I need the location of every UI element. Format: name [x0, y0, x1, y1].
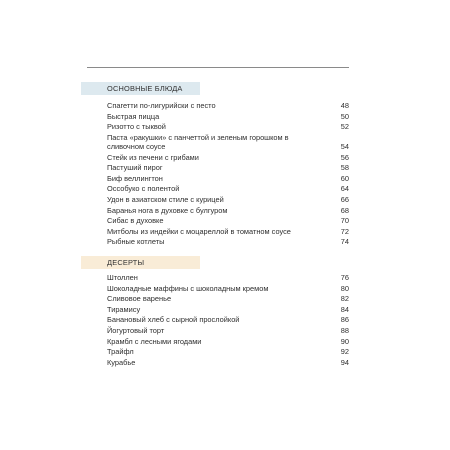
entry-title: Крамбл с лесными ягодами: [107, 336, 202, 346]
entry-title: Удон в азиатском стиле с курицей: [107, 194, 224, 204]
entry-page: 56: [340, 152, 349, 162]
entry-title: Рыбные котлеты: [107, 237, 165, 247]
toc-list: [107, 273, 349, 368]
toc-entry[interactable]: [107, 133, 349, 153]
entry-page: 58: [340, 163, 349, 173]
entry-title: Тирамису: [107, 304, 141, 314]
entry-page: 68: [340, 205, 349, 215]
entry-page: 76: [340, 273, 349, 282]
toc-list: [107, 101, 349, 248]
toc-entry[interactable]: [107, 195, 349, 206]
entry-page: 82: [340, 294, 349, 304]
entry-page: 52: [340, 122, 349, 132]
section-title: ОСНОВНЫЕ БЛЮДА: [81, 82, 200, 95]
toc-entry[interactable]: [107, 184, 349, 195]
entry-page: 74: [340, 237, 349, 247]
entry-title: Банановый хлеб с сырной прослойкой: [107, 315, 240, 325]
toc-entry[interactable]: [107, 305, 349, 316]
entry-title: Спагетти по-лигурийски с песто: [107, 101, 216, 110]
entry-title: Трайфл: [107, 347, 134, 357]
toc-entry[interactable]: [107, 358, 349, 369]
entry-page: 64: [340, 184, 349, 194]
toc-entry[interactable]: [107, 227, 349, 238]
entry-title: Штоллен: [107, 273, 138, 282]
entry-title: Стейк из печени с грибами: [107, 152, 199, 162]
toc-entry[interactable]: [107, 337, 349, 348]
toc-entry[interactable]: [107, 216, 349, 227]
entry-page: 66: [340, 194, 349, 204]
entry-title: Пастуший пирог: [107, 163, 163, 173]
entry-title: Баранья нога в духовке с булгуром: [107, 205, 228, 215]
entry-page: 84: [340, 304, 349, 314]
entry-title: Сибас в духовке: [107, 216, 164, 226]
entry-title: Быстрая пицца: [107, 111, 160, 121]
entry-page: 94: [340, 357, 349, 367]
entry-page: 70: [340, 216, 349, 226]
entry-title: Шоколадные маффины с шоколадным кремом: [107, 283, 269, 293]
entry-title: Ризотто с тыквой: [107, 122, 166, 132]
entry-page: 60: [340, 173, 349, 183]
entry-page: 86: [340, 315, 349, 325]
entry-page: 72: [340, 226, 349, 236]
entry-page: 50: [340, 111, 349, 121]
entry-title: Оссобуко с полентой: [107, 184, 180, 194]
entry-title: Паста «ракушки» с панчеттой и зеленым горошком в сливочном соусе: [107, 132, 289, 151]
entry-title: Курабье: [107, 357, 136, 367]
toc-entry[interactable]: [107, 326, 349, 337]
entry-page: 54: [340, 141, 349, 151]
entry-page: 88: [340, 325, 349, 335]
toc-entry[interactable]: [107, 153, 349, 164]
top-divider: [87, 67, 349, 68]
section-title: ДЕСЕРТЫ: [81, 256, 200, 269]
toc-entry[interactable]: [107, 174, 349, 185]
toc-entry[interactable]: [107, 347, 349, 358]
entry-page: 90: [340, 336, 349, 346]
entry-title: Сливовое варенье: [107, 294, 172, 304]
toc-entry[interactable]: [107, 273, 349, 284]
toc-entry[interactable]: [107, 112, 349, 123]
toc-entry[interactable]: [107, 237, 349, 248]
toc-entry[interactable]: [107, 315, 349, 326]
entry-page: 80: [340, 283, 349, 293]
entry-page: 92: [340, 347, 349, 357]
toc-entry[interactable]: [107, 206, 349, 217]
toc-entry[interactable]: [107, 163, 349, 174]
toc-entry[interactable]: [107, 284, 349, 295]
entry-page: 48: [340, 101, 349, 110]
entry-title: Митболы из индейки с моцареллой в томатном соусе: [107, 226, 291, 236]
toc-entry[interactable]: [107, 101, 349, 112]
entry-title: Биф веллингтон: [107, 173, 163, 183]
entry-title: Йогуртовый торт: [107, 325, 165, 335]
toc-entry[interactable]: [107, 122, 349, 133]
toc-entry[interactable]: [107, 294, 349, 305]
